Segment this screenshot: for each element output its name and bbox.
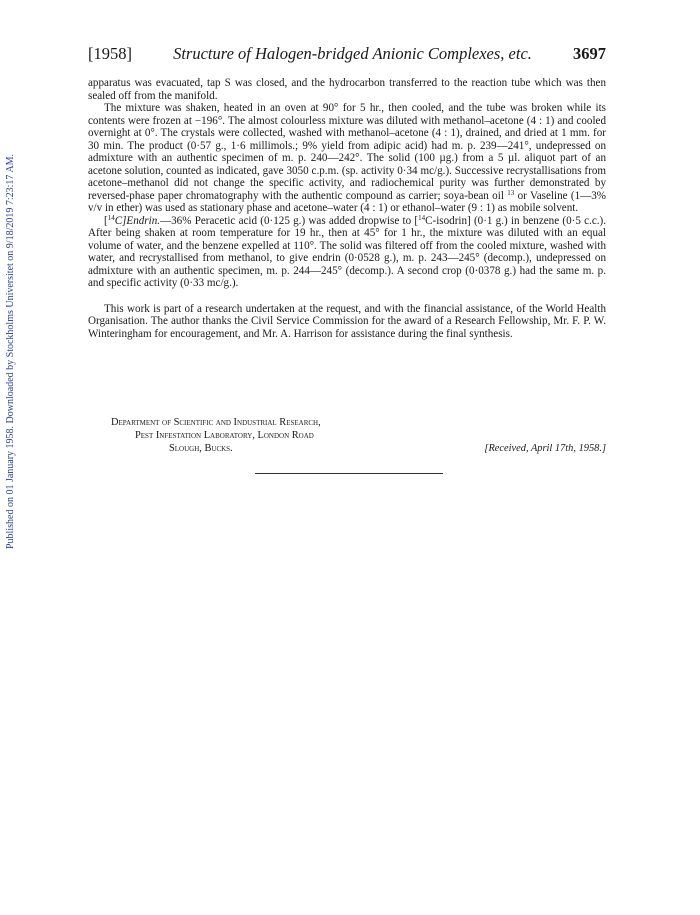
affiliation-line-3: Slough, Bucks. [169, 443, 233, 454]
header-title: Structure of Halogen-bridged Anionic Complexes, etc. [173, 44, 532, 63]
acknowledgement: This work is part of a research undertaken at the request, and with the financial assistance, of the World Health Organisation. The author thanks the Civil Service Commission for the award of a Research Fellowship, Mr. F. P. W. Winteringham for encouragement, and Mr. A. Harrison for assistance during the final synthesis. [88, 302, 606, 340]
endrin-heading: C]Endrin. [114, 214, 161, 227]
paragraph-1: apparatus was evacuated, tap S was closed, and the hydrocarbon transferred to the reaction tube which was then sealed off from the manifold. [88, 77, 606, 102]
reference-13: 13 [507, 188, 515, 197]
running-header [88, 44, 606, 70]
paragraph-2: The mixture was shaken, heated in an oven at 90° for 5 hr., then cooled, and the tube was broken while its contents were frozen at −196°. The almost colourless mixture was diluted with methanol–acetone (4 : 1) and cooled overnight at 0°. The crystals were collected, washed with methanol–acetone (4 : 1), drained, and dried at 1 mm. for 30 min. The product (0·57 g., 1·6 millimols.; 9% yield from adipic acid) had m. p. 239—241°, undepressed on admixture with an authentic specimen of m. p. 240—242°. The solid (100 µg.) from a 5 µl. aliquot part of an acetone solution, counted as indicated, gave 3050 c.p.m. (sp. activity 0·34 mc/g.). Successive recrystallisations from acetone–methanol did not change the specific activity, and radiochemical purity was further demonstrated by reversed-phase paper chromatography with the authentic compound as carrier; soya-bean oil $^{13}$ or Vaseline (1—3% v/v in ether) was used as stationary phase and acetone–water (4 : 1) or ethanol–water (9 : 1) as mobile solvent. [88, 102, 607, 214]
paragraph-3: [$^{14}$C]Endrin.—36% Peracetic acid (0·125 g.) was added dropwise to [$^{14}$C-isodrin] (0·1 g.) in benzene (0·5 c.c.). After being shaken at room temperature for 19 hr., then at 45° for 1 hr., the mixture was diluted with an equal volume of water, and the benzene expelled at 110°. The solid was filtered off from the cooled mixture, washed with water, and recrystallised from methanol, to give endrin (0·0528 g.), m. p. 243—245° (decomp.), undepressed on admixture with an authentic specimen, m. p. 244—245° (decomp.). A second crop (0·0378 g.) had the same m. p. and specific activity (0·33 mc/g.). [88, 213, 606, 289]
download-watermark: Published on 01 January 1958. Downloaded by Stockholms Universitet on 9/18/2019 7:23:17 AM. [5, 154, 16, 550]
affiliation-line-2: Pest Infestation Laboratory, London Road [135, 430, 314, 441]
page-number: 3697 [573, 44, 606, 63]
end-rule [255, 473, 443, 474]
article-body [88, 77, 606, 340]
affiliation [111, 416, 606, 455]
affiliation-line-1: Department of Scientific and Industrial Research, [111, 417, 321, 428]
header-year: [1958] [88, 44, 132, 63]
received-date: [Received, April 17th, 1958.] [484, 443, 606, 454]
